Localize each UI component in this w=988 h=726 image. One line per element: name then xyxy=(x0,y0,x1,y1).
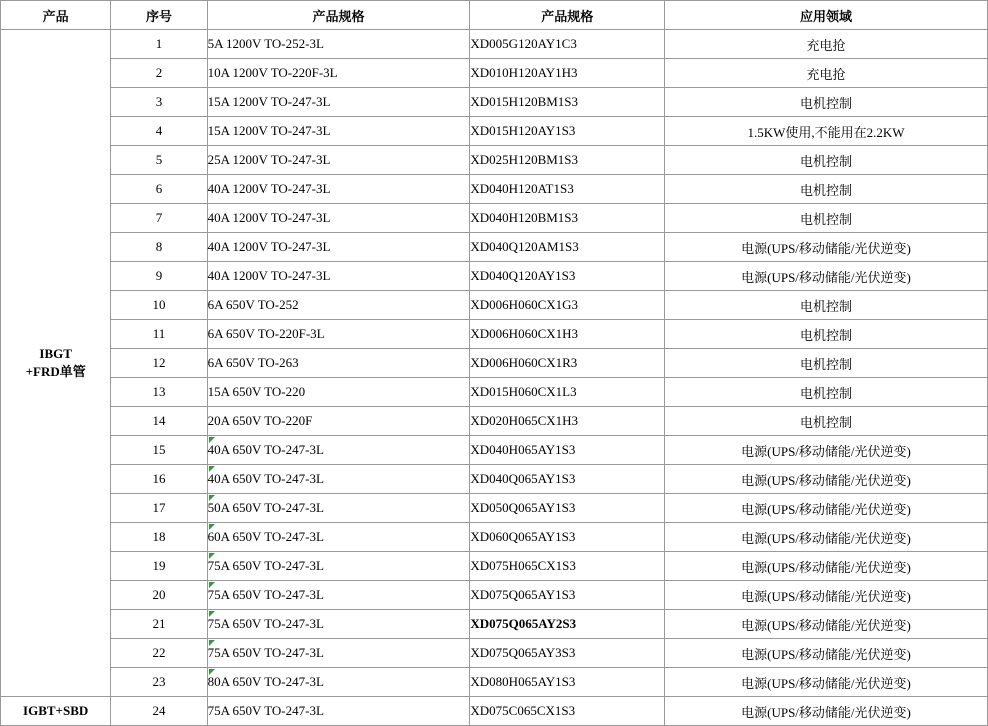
cell-spec: 20A 650V TO-220F xyxy=(207,407,470,436)
table-row xyxy=(1,465,988,494)
table-row xyxy=(1,639,988,668)
cell-index: 23 xyxy=(111,668,207,697)
cell-index: 10 xyxy=(111,291,207,320)
cell-application: 电机控制 xyxy=(664,204,987,233)
cell-spec: 6A 650V TO-252 xyxy=(207,291,470,320)
cell-application: 电源(UPS/移动储能/光伏逆变) xyxy=(664,552,987,581)
cell-index: 1 xyxy=(111,30,207,59)
cell-application: 电机控制 xyxy=(664,407,987,436)
cell-model: XD040H120AT1S3 xyxy=(470,175,665,204)
table-row xyxy=(1,59,988,88)
cell-application: 电源(UPS/移动储能/光伏逆变) xyxy=(664,262,987,291)
cell-model: XD040Q065AY1S3 xyxy=(470,465,665,494)
cell-model: XD080H065AY1S3 xyxy=(470,668,665,697)
cell-model: XD015H060CX1L3 xyxy=(470,378,665,407)
cell-index: 5 xyxy=(111,146,207,175)
cell-application: 电源(UPS/移动储能/光伏逆变) xyxy=(664,494,987,523)
cell-index: 19 xyxy=(111,552,207,581)
cell-index: 21 xyxy=(111,610,207,639)
cell-application: 电源(UPS/移动储能/光伏逆变) xyxy=(664,697,987,726)
cell-model: XD020H065CX1H3 xyxy=(470,407,665,436)
cell-index: 9 xyxy=(111,262,207,291)
cell-category: IBGT +FRD单管 xyxy=(1,30,111,697)
table-row xyxy=(1,30,988,59)
cell-model: XD050Q065AY1S3 xyxy=(470,494,665,523)
cell-application: 电源(UPS/移动储能/光伏逆变) xyxy=(664,668,987,697)
cell-model: XD040H120BM1S3 xyxy=(470,204,665,233)
table-row xyxy=(1,668,988,697)
cell-model: XD015H120AY1S3 xyxy=(470,117,665,146)
cell-model: XD075Q065AY2S3 xyxy=(470,610,665,639)
cell-model: XD040Q120AY1S3 xyxy=(470,262,665,291)
cell-application: 电机控制 xyxy=(664,320,987,349)
header-category: 产品 xyxy=(1,1,111,30)
cell-model: XD040H065AY1S3 xyxy=(470,436,665,465)
cell-model: XD025H120BM1S3 xyxy=(470,146,665,175)
cell-spec: 75A 650V TO-247-3L xyxy=(207,610,470,639)
header-model: 产品规格 xyxy=(470,1,665,30)
cell-spec: 40A 650V TO-247-3L xyxy=(207,436,470,465)
cell-application: 电源(UPS/移动储能/光伏逆变) xyxy=(664,436,987,465)
cell-model: XD075H065CX1S3 xyxy=(470,552,665,581)
cell-index: 15 xyxy=(111,436,207,465)
table-row xyxy=(1,581,988,610)
table-row xyxy=(1,494,988,523)
cell-application: 电机控制 xyxy=(664,175,987,204)
table-row xyxy=(1,407,988,436)
cell-model: XD075Q065AY3S3 xyxy=(470,639,665,668)
cell-application: 电机控制 xyxy=(664,146,987,175)
cell-index: 17 xyxy=(111,494,207,523)
table-header xyxy=(1,1,988,30)
cell-spec: 6A 650V TO-263 xyxy=(207,349,470,378)
table-body xyxy=(1,30,988,726)
cell-application: 电源(UPS/移动储能/光伏逆变) xyxy=(664,233,987,262)
table-row xyxy=(1,146,988,175)
cell-application: 充电抢 xyxy=(664,30,987,59)
header-row xyxy=(1,1,988,30)
cell-spec: 15A 1200V TO-247-3L xyxy=(207,117,470,146)
cell-application: 1.5KW使用,不能用在2.2KW xyxy=(664,117,987,146)
cell-model: XD006H060CX1H3 xyxy=(470,320,665,349)
cell-spec: 40A 650V TO-247-3L xyxy=(207,465,470,494)
cell-spec: 75A 650V TO-247-3L xyxy=(207,697,470,726)
table-row xyxy=(1,523,988,552)
table-row xyxy=(1,349,988,378)
cell-spec: 10A 1200V TO-220F-3L xyxy=(207,59,470,88)
cell-index: 13 xyxy=(111,378,207,407)
cell-spec: 15A 650V TO-220 xyxy=(207,378,470,407)
cell-index: 2 xyxy=(111,59,207,88)
header-index: 序号 xyxy=(111,1,207,30)
cell-spec: 75A 650V TO-247-3L xyxy=(207,581,470,610)
cell-spec: 40A 1200V TO-247-3L xyxy=(207,233,470,262)
table-row xyxy=(1,552,988,581)
cell-model: XD075Q065AY1S3 xyxy=(470,581,665,610)
cell-index: 3 xyxy=(111,88,207,117)
table-row xyxy=(1,378,988,407)
table-row xyxy=(1,204,988,233)
cell-index: 18 xyxy=(111,523,207,552)
cell-spec: 75A 650V TO-247-3L xyxy=(207,552,470,581)
cell-index: 8 xyxy=(111,233,207,262)
table-row xyxy=(1,175,988,204)
cell-application: 电源(UPS/移动储能/光伏逆变) xyxy=(664,465,987,494)
table-row xyxy=(1,610,988,639)
table-row xyxy=(1,117,988,146)
cell-model: XD075C065CX1S3 xyxy=(470,697,665,726)
cell-index: 16 xyxy=(111,465,207,494)
cell-spec: 5A 1200V TO-252-3L xyxy=(207,30,470,59)
table-row xyxy=(1,436,988,465)
cell-index: 12 xyxy=(111,349,207,378)
cell-model: XD015H120BM1S3 xyxy=(470,88,665,117)
table-row xyxy=(1,291,988,320)
cell-category: IGBT+SBD xyxy=(1,697,111,726)
table-row xyxy=(1,233,988,262)
cell-spec: 80A 650V TO-247-3L xyxy=(207,668,470,697)
cell-model: XD040Q120AM1S3 xyxy=(470,233,665,262)
cell-application: 电源(UPS/移动储能/光伏逆变) xyxy=(664,610,987,639)
cell-index: 22 xyxy=(111,639,207,668)
cell-index: 24 xyxy=(111,697,207,726)
cell-application: 充电抢 xyxy=(664,59,987,88)
cell-spec: 40A 1200V TO-247-3L xyxy=(207,204,470,233)
cell-model: XD006H060CX1G3 xyxy=(470,291,665,320)
table-row xyxy=(1,697,988,726)
header-application: 应用领域 xyxy=(664,1,987,30)
cell-application: 电源(UPS/移动储能/光伏逆变) xyxy=(664,581,987,610)
cell-application: 电源(UPS/移动储能/光伏逆变) xyxy=(664,639,987,668)
cell-model: XD010H120AY1H3 xyxy=(470,59,665,88)
cell-application: 电机控制 xyxy=(664,291,987,320)
cell-index: 7 xyxy=(111,204,207,233)
cell-application: 电机控制 xyxy=(664,88,987,117)
table-row xyxy=(1,320,988,349)
cell-index: 20 xyxy=(111,581,207,610)
cell-spec: 50A 650V TO-247-3L xyxy=(207,494,470,523)
cell-spec: 15A 1200V TO-247-3L xyxy=(207,88,470,117)
cell-model: XD060Q065AY1S3 xyxy=(470,523,665,552)
cell-index: 14 xyxy=(111,407,207,436)
cell-application: 电机控制 xyxy=(664,349,987,378)
table-row xyxy=(1,262,988,291)
cell-index: 6 xyxy=(111,175,207,204)
cell-spec: 40A 1200V TO-247-3L xyxy=(207,262,470,291)
cell-model: XD006H060CX1R3 xyxy=(470,349,665,378)
cell-spec: 25A 1200V TO-247-3L xyxy=(207,146,470,175)
cell-spec: 60A 650V TO-247-3L xyxy=(207,523,470,552)
cell-spec: 6A 650V TO-220F-3L xyxy=(207,320,470,349)
cell-application: 电源(UPS/移动储能/光伏逆变) xyxy=(664,523,987,552)
table-row xyxy=(1,88,988,117)
header-spec: 产品规格 xyxy=(207,1,470,30)
cell-spec: 75A 650V TO-247-3L xyxy=(207,639,470,668)
cell-index: 4 xyxy=(111,117,207,146)
cell-application: 电机控制 xyxy=(664,378,987,407)
cell-index: 11 xyxy=(111,320,207,349)
cell-model: XD005G120AY1C3 xyxy=(470,30,665,59)
cell-spec: 40A 1200V TO-247-3L xyxy=(207,175,470,204)
